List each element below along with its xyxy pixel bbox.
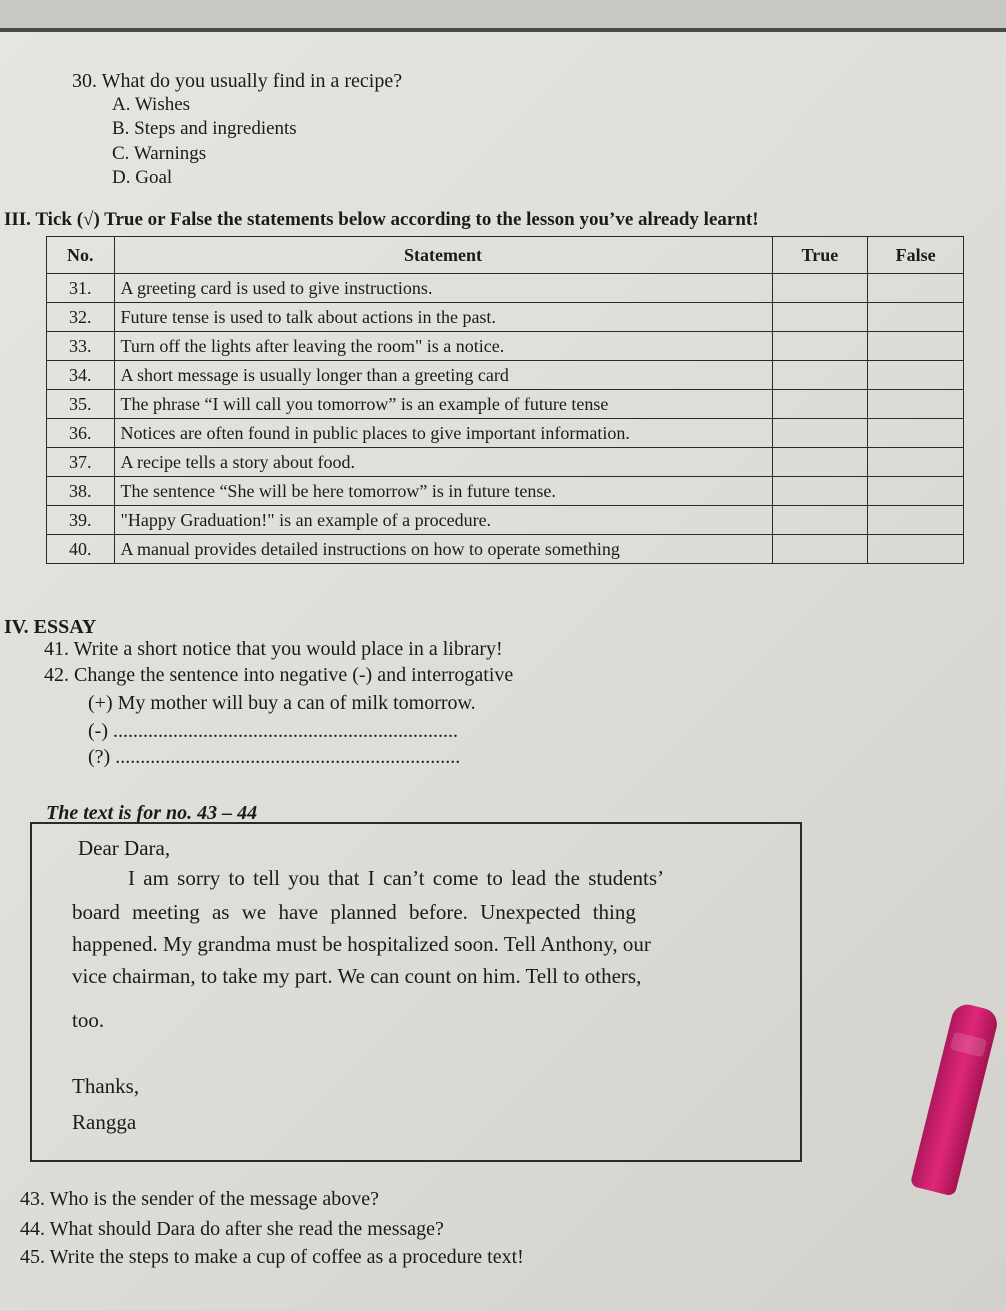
section-4-title: IV. ESSAY [4,616,97,638]
question-42: 42. Change the sentence into negative (-) and interrogative [44,664,514,686]
true-checkbox-cell[interactable] [772,274,868,303]
table-row [47,535,964,564]
row-statement: Future tense is used to talk about actions in the past. [114,303,772,332]
q30-option-d: D. Goal [112,167,173,188]
header-no: No. [47,237,115,274]
letter-line: I am sorry to tell you that I can’t come to lead the students’ [128,866,665,890]
true-checkbox-cell[interactable] [772,332,868,361]
row-statement: A recipe tells a story about food. [114,448,772,477]
question-41: 41. Write a short notice that you would place in a library! [44,638,503,660]
table-row [47,332,964,361]
section-3-instruction: III. Tick (√) True or False the statements below according to the lesson you’ve already learnt! [4,209,759,230]
false-checkbox-cell[interactable] [868,419,964,448]
header-statement: Statement [114,237,772,274]
row-number: 38. [47,477,115,506]
true-checkbox-cell[interactable] [772,477,868,506]
header-true: True [772,237,868,274]
table-row [47,274,964,303]
row-number: 34. [47,361,115,390]
row-number: 40. [47,535,115,564]
row-statement: Turn off the lights after leaving the room" is a notice. [114,332,772,361]
question-45: 45. Write the steps to make a cup of coffee as a procedure text! [20,1246,524,1268]
row-number: 32. [47,303,115,332]
false-checkbox-cell[interactable] [868,535,964,564]
table-row [47,477,964,506]
row-statement: The sentence “She will be here tomorrow” is in future tense. [114,477,772,506]
header-false: False [868,237,964,274]
true-checkbox-cell[interactable] [772,535,868,564]
q30-option-b: B. Steps and ingredients [112,118,297,139]
letter-signature: Rangga [72,1110,137,1134]
row-number: 31. [47,274,115,303]
table-row [47,390,964,419]
q42-interrogative-answer-line[interactable]: (?) ..................................................................... [88,746,461,768]
false-checkbox-cell[interactable] [868,332,964,361]
false-checkbox-cell[interactable] [868,506,964,535]
row-statement: Notices are often found in public places to give important information. [114,419,772,448]
q42-negative-answer-line[interactable]: (-) ..................................................................... [88,720,458,742]
letter-line: board meeting as we have planned before. Unexpected thing [72,900,636,924]
true-checkbox-cell[interactable] [772,361,868,390]
table-row [47,419,964,448]
pink-marker-pen [910,1001,1001,1196]
table-header-row [47,237,964,274]
row-statement: A manual provides detailed instructions on how to operate something [114,535,772,564]
question-43: 43. Who is the sender of the message above? [20,1188,379,1210]
table-row [47,506,964,535]
letter-line: too. [72,1008,105,1032]
false-checkbox-cell[interactable] [868,448,964,477]
false-checkbox-cell[interactable] [868,390,964,419]
false-checkbox-cell[interactable] [868,361,964,390]
row-number: 35. [47,390,115,419]
table-row [47,361,964,390]
row-statement: "Happy Graduation!" is an example of a procedure. [114,506,772,535]
letter-greeting: Dear Dara, [78,836,171,860]
row-number: 37. [47,448,115,477]
message-box [30,822,802,1162]
row-statement: The phrase “I will call you tomorrow” is an example of future tense [114,390,772,419]
true-checkbox-cell[interactable] [772,506,868,535]
false-checkbox-cell[interactable] [868,274,964,303]
question-44: 44. What should Dara do after she read the message? [20,1218,444,1240]
exam-paper [0,28,1006,1311]
false-checkbox-cell[interactable] [868,477,964,506]
row-statement: A greeting card is used to give instructions. [114,274,772,303]
letter-line: vice chairman, to take my part. We can count on him. Tell to others, [72,964,642,988]
q30-option-c: C. Warnings [112,143,207,164]
table-row [47,448,964,477]
row-number: 33. [47,332,115,361]
true-checkbox-cell[interactable] [772,419,868,448]
row-statement: A short message is usually longer than a greeting card [114,361,772,390]
true-false-table [46,236,964,564]
false-checkbox-cell[interactable] [868,303,964,332]
true-checkbox-cell[interactable] [772,448,868,477]
row-number: 39. [47,506,115,535]
true-checkbox-cell[interactable] [772,303,868,332]
row-number: 36. [47,419,115,448]
letter-closing: Thanks, [72,1074,140,1098]
text-reference: The text is for no. 43 – 44 [46,802,258,824]
true-checkbox-cell[interactable] [772,390,868,419]
q42-positive-sentence: (+) My mother will buy a can of milk tomorrow. [88,692,476,714]
letter-line: happened. My grandma must be hospitalized soon. Tell Anthony, our [72,932,651,956]
q30-option-a: A. Wishes [112,94,191,115]
table-row [47,303,964,332]
question-30: 30. What do you usually find in a recipe? [72,70,403,92]
